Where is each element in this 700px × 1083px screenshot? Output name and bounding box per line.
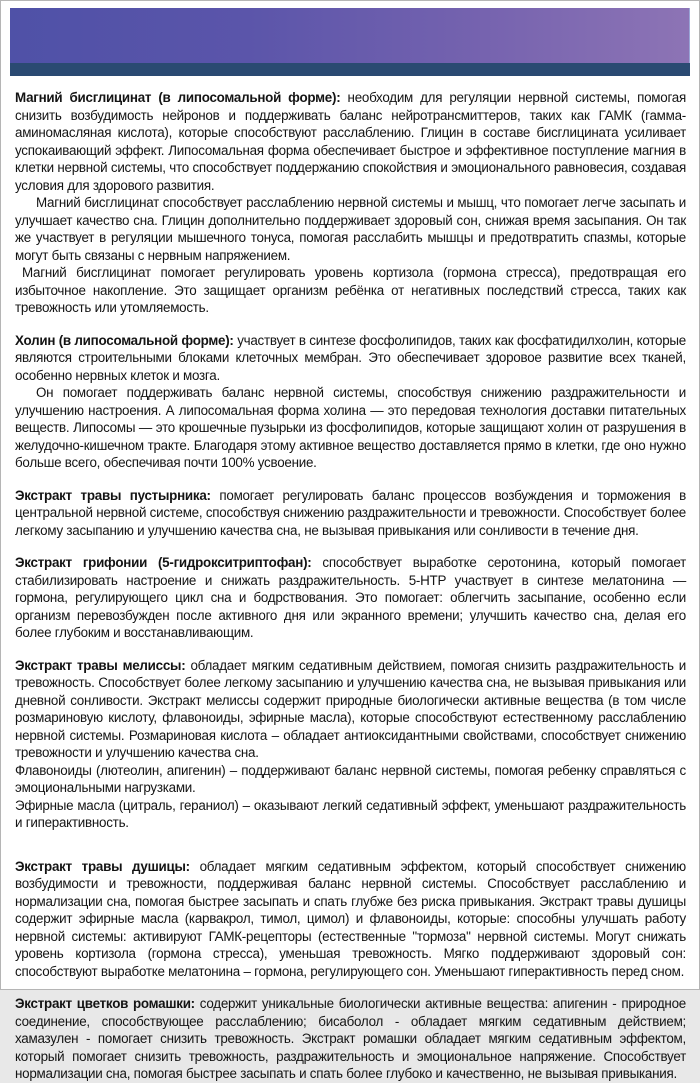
section-text: помогает регулировать баланс процессов возбуждения и торможения в центральной нервной системе, способствуя снижению раздражительности и тревожности. Способствует более легкому засыпанию и улучшению качества сна, не вызывая привыкания или сонливости в течение дня. [15, 487, 686, 538]
paragraph [15, 554, 686, 642]
section-text: содержит уникальные биологически активные вещества: апигенин - природное соединение, способствующее расслаблению; бисаболол - обладает мягким седативным действием; хамазулен - помогает снизить тревожность. Экстракт ромашки обладает мягким седативным эффектом, который помогает снизить тревожность, раздражительность и эмоциональное напряжение. Способствует нормализации сна, помогая быстрее засыпать и спать более глубоко и качественно, не вызывая привыкания. [15, 996, 686, 1081]
section-title: Экстракт цветков ромашки: [15, 996, 195, 1011]
section-magnesium-bisglycinate [15, 89, 686, 317]
paragraph [15, 995, 686, 1083]
section-title: Экстракт грифонии (5-гидрокситриптофан): [15, 555, 312, 570]
section-text: участвует в синтезе фосфолипидов, таких как фосфатидилхолин, которые являются строительными блоками клеточных мембран. Это обеспечивает здоровое развитие всех тканей, особенно нервных клеток и мозга. [15, 332, 686, 383]
section-title: Экстракт травы пустырника: [15, 487, 211, 503]
section-choline [15, 332, 686, 472]
paragraph [15, 89, 686, 194]
header-navy-strip [10, 63, 690, 76]
section-title: Экстракт травы мелиссы: [15, 657, 186, 673]
header-banner [10, 8, 690, 76]
section-griffonia-extract [15, 554, 686, 642]
paragraph: Магний бисглицинат помогает регулировать уровень кортизола (гормона стресса), предотвращая его избыточное накопление. Это защищает организм ребёнка от негативных последствий стресса, таких как тревожность или утомляемость. [15, 265, 686, 315]
paragraph [15, 332, 686, 385]
section-lemon-balm-extract [15, 657, 686, 832]
section-text: обладает мягким седативным действием, помогая снизить раздражительность и тревожность. Способствует более легкому засыпанию и улучшению качества сна, не вызывая привыкания или дневной сонливости. Экстракт мелиссы содержит природные биологически активные вещества (в том числе розмариновую кислоту, флавоноиды, эфирные масла), которые способствуют естественному расслаблению нервной системы. Розмариновая кислота – обладает антиоксидантными свойствами, способствует снижению тревожности и улучшению качества сна. [15, 657, 686, 760]
section-motherwort-extract [15, 487, 686, 540]
section-text: обладает мягким седативным эффектом, который способствует снижению возбудимости и тревожности, поддерживая баланс нервной системы. Способствует расслаблению и нормализации сна, помогая быстрее засыпать и спать глубже без риска привыкания. Экстракт травы душицы содержит эфирные масла (карвакрол, тимол, цимол) и флавоноиды, которые: способны улучшать работу нервной системы: активируют ГАМК-рецепторы (естественные "тормоза" нервной системы. Могут снижать уровень кортизола (гормона стресса), уменьшая тревожность. Мягко поддерживают здоровый сон: способствуют выработке мелатонина – гормона, регулирующего сон. Уменьшают гиперактивность перед сном. [15, 858, 686, 979]
section-text: необходим для регуляции нервной системы, помогая снизить возбудимость нейронов и поддерживать баланс нейротрансмиттеров, таких как ГАМК (гамма-аминомасляная кислота), которые способствуют расслаблению. Глицин в составе бисглицината усиливает успокаивающий эффект. Липосомальная форма обеспечивает быстрое и эффективное поступление магния в клетки нервной системы, что способствует поддержанию спокойствия и эмоционального равновесия, создавая условия для здорового развития. [15, 90, 686, 193]
section-title: Магний бисглицинат (в липосомальной форме): [15, 90, 341, 105]
paragraph [15, 657, 686, 762]
document-body [1, 76, 699, 1083]
section-title: Холин (в липосомальной форме): [15, 332, 234, 348]
section-text: способствует выработке серотонина, который помогает стабилизировать настроение и снижать раздражительность. 5-HTP участвует в синтезе мелатонина — гормона, регулирующего цикл сна и бодрствования. Это помогает: облегчить засыпание, особенно если организм перевозбужден после активного дня или экранного времени; улучшить качество сна, делая его более глубоким и восстанавливающим. [15, 555, 686, 640]
paragraph [15, 858, 686, 981]
section-oregano-extract [15, 858, 686, 981]
paragraph [15, 487, 686, 540]
paragraph: Он помогает поддерживать баланс нервной системы, способствуя снижению раздражительности и улучшению настроения. А липосомальная форма холина — это передовая технология доставки питательных веществ. Липосомы — это крошечные пузырьки из фосфолипидов, которые защищают холин от разрушения в желудочно-кишечном тракте. Благодаря этому активное вещество доставляется прямо в клетки, где оно нужно больше всего, обеспечивая почти 100% усвоение. [15, 385, 686, 470]
paragraph: Магний бисглицинат способствует расслаблению нервной системы и мышц, что помогает легче засыпать и улучшает качество сна. Глицин дополнительно поддерживает здоровый сон, снижая время засыпания. Он так же участвует в регуляции мышечного тонуса, помогая расслабить мышцы и предотвратить спазмы, которые могут быть связаны с нервным напряжением. [15, 195, 686, 263]
section-chamomile-extract [15, 995, 686, 1083]
section-title: Экстракт травы душицы: [15, 858, 190, 874]
header-gradient-bar [10, 8, 690, 63]
paragraph: Эфирные масла (цитраль, гераниол) – оказывают легкий седативный эффект, уменьшают раздражительность и гиперактивность. [15, 797, 686, 830]
paragraph: Флавоноиды (лютеолин, апигенин) – поддерживают баланс нервной системы, помогая ребенку справляться с эмоциональными нагрузками. [15, 762, 686, 795]
